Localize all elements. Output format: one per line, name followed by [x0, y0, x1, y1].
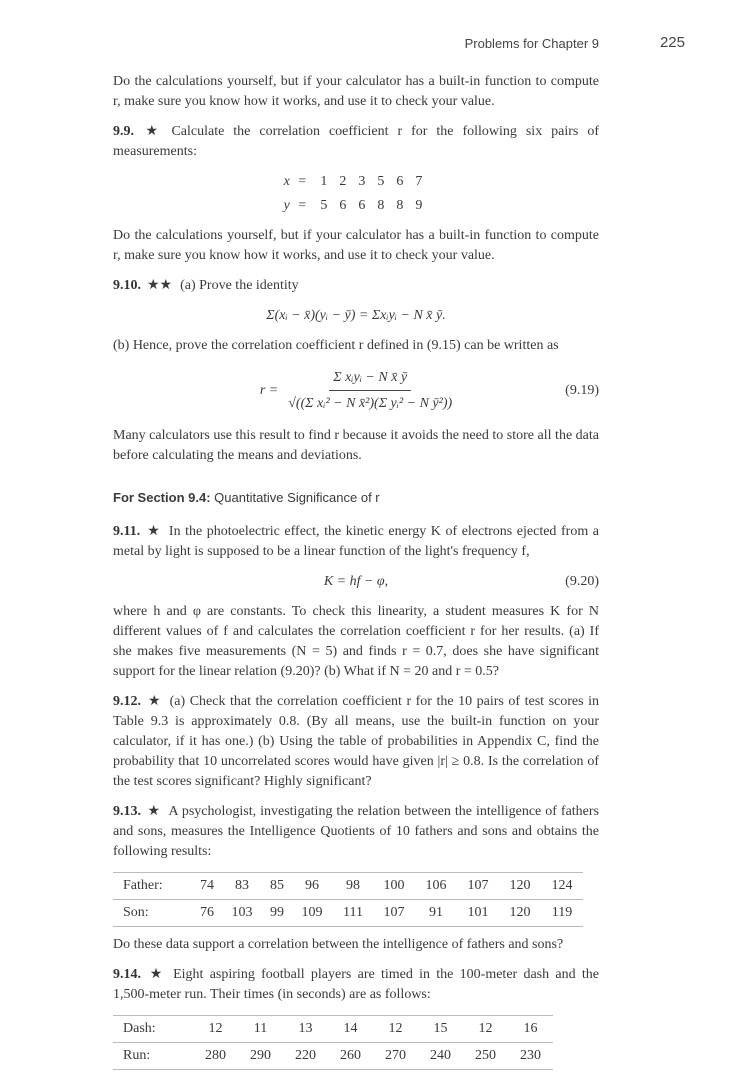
x-value: 2: [339, 174, 347, 189]
fraction: [288, 368, 452, 414]
part-b-text: (b) Hence, prove the correlation coefficient r defined in (9.15) can be written as: [113, 338, 559, 353]
problem-number: 9.11.: [113, 524, 141, 539]
identity-formula: Σ(xᵢ − x̄)(yᵢ − ȳ) = Σxᵢyᵢ − N x̄ ȳ.: [266, 308, 446, 323]
y-value: 9: [415, 198, 423, 213]
y-value: 8: [396, 198, 404, 213]
row-label: Father:: [123, 878, 163, 893]
x-value: 1: [320, 174, 328, 189]
problem-9-11: [113, 522, 599, 562]
table-cell: 98: [345, 878, 360, 893]
problem-9-9-followup: Do the calculations yourself, but if your calculator has a built-in function to compute r, make sure you know how it works, and use it to check your value.: [113, 228, 599, 263]
star-icon: ★: [147, 967, 166, 982]
x-value: 7: [415, 174, 423, 189]
row-label: Run:: [123, 1048, 151, 1063]
table-cell: 13: [298, 1021, 313, 1036]
row-label: Son:: [123, 905, 149, 920]
problem-text: Calculate the correlation coefficient r for the following six pairs of measurements:: [113, 124, 599, 159]
intro-paragraph: Do the calculations yourself, but if your calculator has a built-in function to compute r, make sure you know how it works, and use it to check your value.: [113, 74, 599, 109]
running-header: [0, 36, 729, 56]
x-label: x =: [283, 174, 307, 189]
y-value: 5: [320, 198, 328, 213]
table-row: [113, 1016, 553, 1043]
problem-9-13: [113, 802, 599, 862]
table-row: [113, 900, 583, 927]
table-cell: 260: [340, 1048, 361, 1063]
table-cell: 280: [205, 1048, 226, 1063]
fraction-denominator: √((Σ xᵢ² − N x̄²)(Σ yᵢ² − N ȳ²)): [288, 396, 453, 411]
table-cell: 120: [509, 905, 531, 920]
problem-text: A psychologist, investigating the relation between the intelligence of fathers and sons, measures the Intelligence Quotients of 10 fathers and sons and obtains the following results:: [113, 804, 599, 859]
table-cell: 120: [509, 878, 531, 893]
table-cell: 100: [383, 878, 405, 893]
table-cell: 11: [253, 1021, 268, 1036]
problem-number: 9.12.: [113, 694, 141, 709]
star-icon: ★: [147, 804, 161, 819]
star-icon: ★★: [147, 278, 173, 293]
identity-equation: [113, 306, 599, 326]
table-cell: 99: [270, 905, 284, 920]
table-cell: 16: [523, 1021, 538, 1036]
times-table: [113, 1015, 553, 1070]
table-cell: 111: [342, 905, 363, 920]
problem-9-12: [113, 692, 599, 792]
table-cell: 96: [305, 878, 319, 893]
equation-label: (9.19): [565, 383, 599, 398]
table-cell: 270: [385, 1048, 406, 1063]
problem-text: Eight aspiring football players are timed in the 100-meter dash and the 1,500-meter run. Their times (in seconds) are as follows:: [113, 967, 599, 1002]
section-prefix: For Section 9.4:: [113, 490, 211, 505]
table-cell: 230: [520, 1048, 541, 1063]
table-cell: 76: [200, 905, 214, 920]
table-cell: 85: [270, 878, 284, 893]
table-cell: 12: [478, 1021, 493, 1036]
equation-label: (9.20): [565, 574, 599, 589]
y-value: 8: [377, 198, 385, 213]
star-icon: ★: [147, 694, 162, 709]
problem-number: 9.9.: [113, 124, 134, 139]
chapter-header-title: Problems for Chapter 9: [464, 36, 599, 51]
section-heading: [113, 488, 599, 508]
table-cell: 103: [231, 905, 253, 920]
table-cell: 101: [467, 905, 489, 920]
problem-9-10: [113, 276, 599, 296]
problem-text: In the photoelectric effect, the kinetic energy K of electrons ejected from a metal by light is supposed to be a linear function of the light's frequency f,: [113, 524, 599, 559]
table-cell: 12: [388, 1021, 403, 1036]
table-cell: 106: [425, 878, 447, 893]
y-values-line: [113, 196, 599, 216]
problem-number: 9.13.: [113, 804, 141, 819]
star-icon: ★: [140, 124, 164, 139]
table-row: [113, 1043, 553, 1070]
table-cell: 74: [200, 878, 214, 893]
x-values-line: [113, 172, 599, 192]
table-cell: 15: [433, 1021, 448, 1036]
y-label: y =: [283, 198, 307, 213]
table-cell: 240: [430, 1048, 451, 1063]
problem-9-14: [113, 965, 599, 1005]
table-cell: 12: [208, 1021, 223, 1036]
section-title: Quantitative Significance of r: [214, 490, 380, 505]
table-cell: 91: [428, 905, 443, 920]
problem-number: 9.10.: [113, 278, 141, 293]
y-value: 6: [358, 198, 366, 213]
problem-9-9: [113, 122, 599, 162]
problem-9-13-followup: Do these data support a correlation between the intelligence of fathers and sons?: [113, 937, 564, 952]
table-cell: 124: [551, 878, 573, 893]
star-icon: ★: [146, 524, 161, 539]
part-a-text: (a) Prove the identity: [180, 278, 299, 293]
fraction-numerator: Σ xᵢyᵢ − N x̄ ȳ: [329, 368, 411, 391]
table-cell: 119: [551, 905, 573, 920]
table-cell: 109: [301, 905, 323, 920]
problem-number: 9.14.: [113, 967, 141, 982]
photoelectric-equation: [113, 572, 599, 592]
problem-9-11-followup: where h and φ are constants. To check this linearity, a student measures K for N different values of f and calculates the correlation coefficient r for her results. (a) If she makes five measurements (N = 5) and finds r = 0.7, does she have significant support for the linear relation (9.20)? (b) What if N = 20 and r = 0.5?: [113, 604, 599, 679]
iq-table: [113, 872, 583, 927]
table-row: [113, 873, 583, 900]
r-lhs: r =: [259, 383, 279, 398]
page-content: [113, 72, 599, 1078]
table-cell: 220: [295, 1048, 316, 1063]
problem-9-10-followup: Many calculators use this result to find r because it avoids the need to store all the data before calculating the means and deviations.: [113, 428, 599, 463]
problem-text: (a) Check that the correlation coefficient r for the 10 pairs of test scores in Table 9.3 is approximately 0.8. (By all means, use the built-in function on your calculator, if it has one.) (b) Using the table of probabilities in Appendix C, find the probability that 10 uncorrelated scores would have given |r| ≥ 0.8. Is the correlation of the test scores significant? Highly significant?: [113, 694, 599, 789]
equation-formula: K = hf − φ,: [323, 574, 389, 589]
table-cell: 14: [343, 1021, 358, 1036]
x-value: 5: [377, 174, 385, 189]
x-value: 6: [396, 174, 404, 189]
table-cell: 107: [467, 878, 489, 893]
x-value: 3: [358, 174, 366, 189]
table-cell: 107: [383, 905, 405, 920]
y-value: 6: [339, 198, 347, 213]
row-label: Dash:: [123, 1021, 156, 1036]
table-cell: 83: [235, 878, 249, 893]
correlation-equation: [113, 368, 599, 414]
table-cell: 250: [475, 1048, 496, 1063]
table-cell: 290: [250, 1048, 271, 1063]
page-number: 225: [659, 34, 685, 51]
